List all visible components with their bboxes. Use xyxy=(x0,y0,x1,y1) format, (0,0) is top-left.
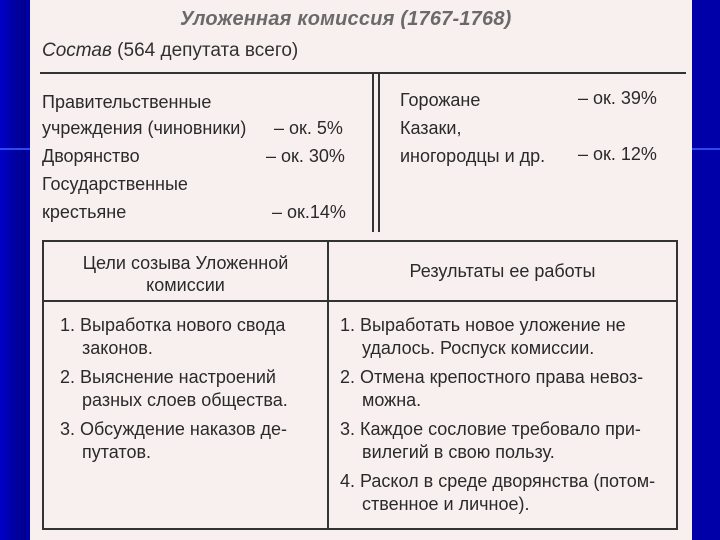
composition-left-line: учреждения (чиновники) xyxy=(42,118,247,138)
result-item-line: ственное и личное). xyxy=(362,494,530,514)
result-item-line: вилегий в свою пользу. xyxy=(362,442,555,462)
goal-item xyxy=(60,418,287,464)
table-column-divider xyxy=(327,242,329,528)
result-item xyxy=(340,418,641,464)
composition-right-line: Горожане xyxy=(400,90,481,110)
goal-item xyxy=(60,366,288,412)
composition-divider xyxy=(372,72,374,232)
table-header-results: Результаты ее работы xyxy=(409,261,596,281)
composition-left-value: – ок. 30% xyxy=(266,146,345,166)
goal-item-line: законов. xyxy=(82,338,153,358)
document-scan xyxy=(30,0,692,540)
result-item xyxy=(340,314,626,360)
composition-left-line: крестьяне xyxy=(42,202,127,222)
goal-item-line: разных слоев общества. xyxy=(82,390,288,410)
composition-left-value: – ок.14% xyxy=(272,202,346,222)
composition-right-line: Казаки, xyxy=(400,118,462,138)
goal-item-line: 1. Выработка нового свода xyxy=(60,315,286,335)
composition-right-line: иногородцы и др. xyxy=(400,146,546,166)
table-header-goals-line: комиссии xyxy=(146,275,225,295)
page-title: Уложенная комиссия (1767-1768) xyxy=(180,8,512,30)
composition-right-value: – ок. 39% xyxy=(578,88,657,108)
goal-item-line: 3. Обсуждение наказов де- xyxy=(60,419,288,439)
table-header-goals xyxy=(44,252,327,296)
composition-left-line: Дворянство xyxy=(42,146,140,166)
composition-label: Состав xyxy=(42,40,112,61)
result-item-line: можна. xyxy=(362,390,422,410)
composition-left-line: Правительственные xyxy=(42,92,212,112)
result-item xyxy=(340,366,643,412)
composition-heading xyxy=(42,40,298,62)
goals-results-table xyxy=(42,240,678,530)
table-header-divider xyxy=(44,300,676,302)
goal-item xyxy=(60,314,285,360)
goal-item-line: 2. Выяснение настроений xyxy=(60,367,276,387)
composition-left-value: – ок. 5% xyxy=(274,118,343,138)
result-item-line: 3. Каждое сословие требовало при- xyxy=(340,419,641,439)
goal-item-line: путатов. xyxy=(82,442,152,462)
left-stripe-decoration xyxy=(0,0,26,540)
result-item-line: удалось. Роспуск комиссии. xyxy=(362,338,595,358)
result-item xyxy=(340,470,655,516)
result-item-line: 4. Раскол в среде дворянства (потом- xyxy=(340,471,656,491)
table-header-goals-line: Цели созыва Уложенной xyxy=(82,253,289,273)
composition-note: (564 депутата всего) xyxy=(117,40,299,61)
composition-divider xyxy=(380,72,686,74)
composition-left-line: Государственные xyxy=(42,174,188,194)
result-item-line: 2. Отмена крепостного права невоз- xyxy=(340,367,644,387)
result-item-line: 1. Выработать новое уложение не xyxy=(340,315,626,335)
composition-right-value: – ок. 12% xyxy=(578,144,657,164)
composition-divider xyxy=(378,72,380,232)
